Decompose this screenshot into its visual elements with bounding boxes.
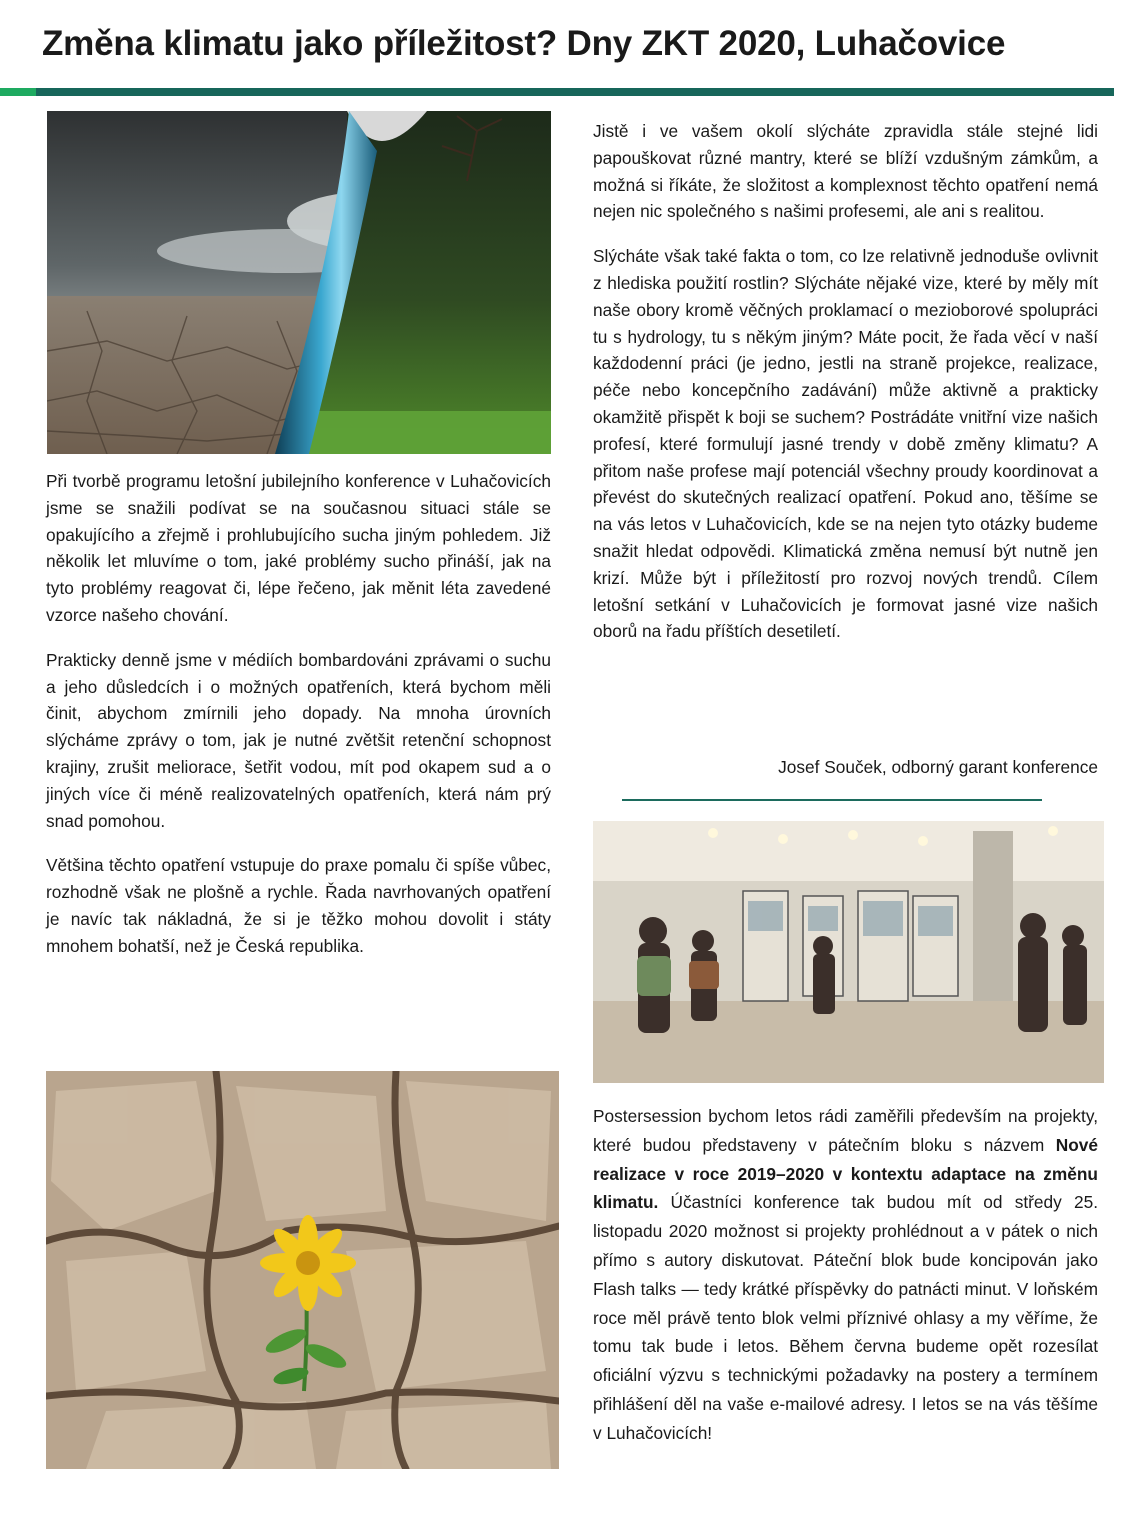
right-column [593,118,1098,663]
poster-exhibition-photo [593,821,1104,1083]
paragraph: Při tvorbě programu letošní jubilejního konference v Luhačovicích jsme se snažili podívat se na současnou situaci stále se opakujícího a zřejmě i prohlubujícího sucha jiným pohledem. Již několik let mluvíme o tom, jaké problémy sucho přináší, jak na tyto problémy reagovat či, lépe řečeno, jak měnit léta zavedené vzorce našeho chování. [46,471,551,625]
postersession-paragraph [593,1102,1098,1466]
paragraph: Většina těchto opatření vstupuje do praxe pomalu či spíše vůbec, rozhodně však ne plošně a rychle. Řada navrhovaných opatření je navíc tak nákladná, že si je těžko mohou dovolit i státy mnohem bohatší, než je Česká republika. [46,855,551,956]
page-title: Změna klimatu jako příležitost? Dny ZKT 2020, Luhačovice [42,24,1006,63]
drought-forest-photo [47,111,551,454]
paragraph-text: Účastníci konference tak budou mít od středy 25. listopadu 2020 možnost si projekty prohlédnout a v pátek o nich přímo s autory diskutovat. Páteční blok bude koncipován jako Flash talks — tedy krátké příspěvky do patnácti minut. V loňském roce měl právě tento blok velmi příznivé ohlasy a my věříme, že tomu tak bude i letos. Během června budeme opět rozesílat oficiální výzvu s technickými požadavky na postery a termínem přihlášení děl na vaše e-mailové adresy. I letos se na vás těšíme v Luhačovicích! [593,1192,1098,1443]
left-column [46,468,551,978]
signature-divider [622,799,1042,801]
paragraph: Prakticky denně jsme v médiích bombardováni zprávami o suchu a jeho důsledcích i o možných opatřeních, která bychom měli činit, abychom zmírnili jeho dopady. Na mnoha úrovních slýcháme zprávy o tom, jak je nutné zvětšit retenční schopnost krajiny, zrušit meliorace, šetřit vodou, mít pod okapem sud a o jiných více či méně realizovatelných opatřeních, která nám prý snad pomohou. [46,649,551,831]
paragraph-text: Postersession bychom letos rádi zaměřili především na projekty, které budou představeny v pátečním bloku s názvem [593,1106,1098,1155]
paragraph [593,1102,1098,1448]
session-name-bold: Nové realizace v roce 2019–2020 v kontextu adaptace na změnu klimatu. [593,1134,1098,1213]
paragraph: Slýcháte však také fakta o tom, co lze relativně jednoduše ovlivnit z hlediska použití rostlin? Slýcháte nějaké vize, které by měly mít naše obory kromě věčných proklamací o mezioborové spolupráci tu s hydrology, tu s někým jiným? Máte pocit, že řada věcí v naší každodenní práci (je jedno, jestli na straně projekce, realizace, péče nebo koncepčního zadávání) může aktivně a prakticky okamžitě přispět k boji se suchem? Postrádáte vnitřní vize našich profesí, které formulují jasné trendy v době změny klimatu? A přitom naše profese mají potenciál všechny proudy koordinovat a převést do skutečných realizací opatření. Pokud ano, těšíme se na vás letos v Luhačovicích, kde se na nejen tyto otázky budeme snažit hledat odpovědi. Klimatická změna nemusí být nutně jen krizí. Může být i příležitostí pro rozvoj nových trendů. Cílem letošní setkání v Luhačovicích je formovat jasné vize našich oborů na řadu příštích desetiletí. [593,246,1098,642]
title-rule-accent [0,88,36,96]
author-signature: Josef Souček, odborný garant konference [778,757,1098,777]
flower-in-cracked-earth-photo [46,1071,559,1469]
title-rule [36,88,1114,96]
paragraph: Jistě i ve vašem okolí slýcháte zpravidla stále stejné lidi papouškovat různé mantry, které se blíží vzdušným zámkům, a možná si říkáte, že složitost a komplexnost těchto opatření nemá nejen nic společného s našimi profesemi, ale ani s realitou. [593,121,1098,222]
